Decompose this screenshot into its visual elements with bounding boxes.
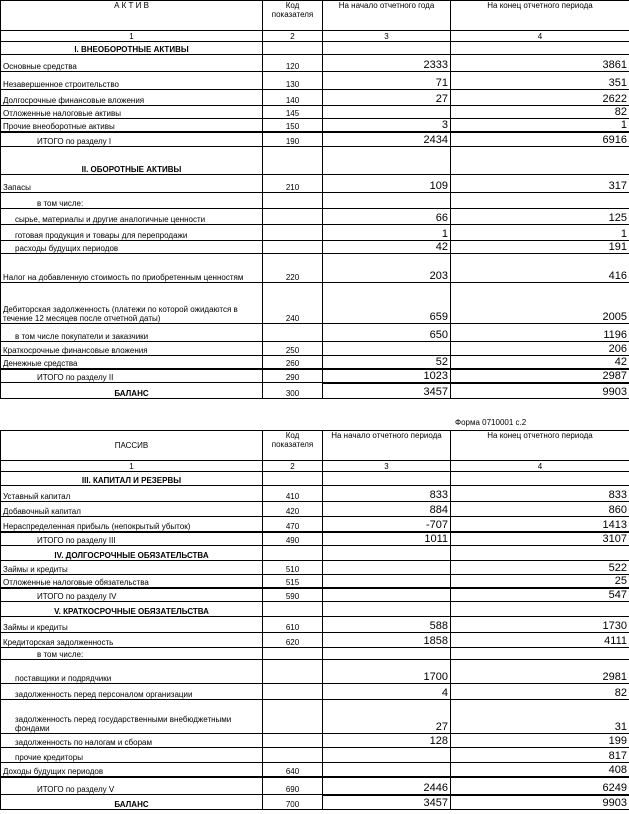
- col-start-header: На начало отчетного периода: [323, 431, 451, 461]
- col-start-header: На начало отчетного года: [323, 1, 451, 31]
- table-row: [1, 561, 629, 575]
- value-start: 2446: [323, 777, 451, 795]
- colnum-row: [1, 31, 629, 42]
- value-start: 42: [323, 240, 451, 253]
- row-code: 120: [263, 55, 323, 72]
- row-label: Займы и кредиты: [1, 561, 263, 575]
- value-start: [323, 546, 451, 561]
- row-code: 640: [263, 763, 323, 777]
- row-code: 410: [263, 486, 323, 502]
- row-code: [263, 546, 323, 561]
- row-label: задолженность по налогам и сборам: [1, 734, 263, 748]
- value-end: 2005: [451, 282, 629, 323]
- row-label: прочие кредиторы: [1, 748, 263, 763]
- value-start: 2333: [323, 55, 451, 72]
- table-row: [1, 282, 629, 323]
- value-start: [323, 575, 451, 589]
- value-end: [451, 192, 629, 208]
- table-row: [1, 763, 629, 777]
- row-label: Добавочный капитал: [1, 502, 263, 517]
- value-start: 27: [323, 700, 451, 734]
- value-end: 199: [451, 734, 629, 748]
- value-start: 1858: [323, 633, 451, 648]
- row-code: 130: [263, 72, 323, 90]
- row-label: Незавершенное строительство: [1, 72, 263, 90]
- value-end: 31: [451, 700, 629, 734]
- colnum: 2: [263, 461, 323, 472]
- value-start: 52: [323, 355, 451, 369]
- row-label: III. КАПИТАЛ И РЕЗЕРВЫ: [1, 472, 263, 486]
- table-row: [1, 648, 629, 660]
- row-code: [263, 684, 323, 700]
- table-row: [1, 341, 629, 355]
- value-start: 1700: [323, 660, 451, 684]
- row-code: 470: [263, 517, 323, 532]
- value-end: [451, 648, 629, 660]
- value-start: -707: [323, 517, 451, 532]
- header-row: [1, 1, 629, 31]
- section-row: [1, 602, 629, 617]
- row-label: Дебиторская задолженность (платежи по которой ожидаются в течение 12 месяцев после отчетной даты): [1, 282, 263, 323]
- row-label: задолженность перед персоналом организации: [1, 684, 263, 700]
- value-end: 416: [451, 253, 629, 282]
- row-label: Краткосрочные финансовые вложения: [1, 341, 263, 355]
- row-label: V. КРАТКОСРОЧНЫЕ ОБЯЗАТЕЛЬСТВА: [1, 602, 263, 617]
- form-label: Форма 0710001 с.2: [455, 418, 527, 427]
- row-label: Прочие внеоборотные активы: [1, 119, 263, 133]
- value-start: [323, 146, 451, 174]
- table-row: [1, 575, 629, 589]
- row-label: в том числе:: [1, 192, 263, 208]
- col-end-header: На конец отчетного периода: [451, 1, 629, 31]
- value-start: 71: [323, 72, 451, 90]
- value-end: 408: [451, 763, 629, 777]
- liability-table: [0, 430, 629, 810]
- table-row: [1, 253, 629, 282]
- section-row: [1, 42, 629, 55]
- row-code: 690: [263, 777, 323, 795]
- value-start: [323, 341, 451, 355]
- value-start: 3457: [323, 383, 451, 399]
- table-row: [1, 208, 629, 224]
- asset-table: [0, 0, 629, 399]
- value-end: 42: [451, 355, 629, 369]
- table-row: [1, 486, 629, 502]
- colnum: 1: [1, 461, 263, 472]
- table-row: [1, 517, 629, 532]
- value-end: 860: [451, 502, 629, 517]
- table-row: [1, 684, 629, 700]
- row-code: [263, 323, 323, 341]
- value-start: 4: [323, 684, 451, 700]
- row-label: Налог на добавленную стоимость по приобретенным ценностям: [1, 253, 263, 282]
- row-code: [263, 472, 323, 486]
- section-row: [1, 472, 629, 486]
- row-label: ИТОГО по разделу I: [1, 132, 263, 146]
- value-end: 206: [451, 341, 629, 355]
- row-label: в том числе покупатели и заказчики: [1, 323, 263, 341]
- row-code: 190: [263, 132, 323, 146]
- table-row: [1, 748, 629, 763]
- row-code: 700: [263, 795, 323, 810]
- row-code: 510: [263, 561, 323, 575]
- colnum: 1: [1, 31, 263, 42]
- value-start: [323, 748, 451, 763]
- section-row: [1, 546, 629, 561]
- row-label: БАЛАНС: [1, 795, 263, 810]
- table-row: [1, 240, 629, 253]
- row-label: поставщики и подрядчики: [1, 660, 263, 684]
- value-end: [451, 602, 629, 617]
- row-label: Отложенные налоговые активы: [1, 106, 263, 119]
- row-code: [263, 42, 323, 55]
- total-row: [1, 132, 629, 146]
- row-label: Займы и кредиты: [1, 617, 263, 633]
- liability-body: [1, 431, 629, 810]
- section-row: [1, 146, 629, 174]
- value-end: 2987: [451, 369, 629, 383]
- value-end: 82: [451, 684, 629, 700]
- value-end: 2622: [451, 90, 629, 106]
- value-start: 203: [323, 253, 451, 282]
- value-start: 66: [323, 208, 451, 224]
- row-code: 220: [263, 253, 323, 282]
- row-label: ИТОГО по разделу V: [1, 777, 263, 795]
- value-end: 6916: [451, 132, 629, 146]
- value-end: 25: [451, 575, 629, 589]
- row-code: 610: [263, 617, 323, 633]
- value-start: [323, 561, 451, 575]
- row-label: Запасы: [1, 174, 263, 192]
- row-label: ИТОГО по разделу IV: [1, 588, 263, 602]
- value-start: [323, 763, 451, 777]
- value-start: [323, 602, 451, 617]
- value-start: 128: [323, 734, 451, 748]
- row-label: Кредиторская задолженность: [1, 633, 263, 648]
- colnum: 4: [451, 31, 629, 42]
- value-end: 547: [451, 588, 629, 602]
- row-code: 260: [263, 355, 323, 369]
- row-code: [263, 648, 323, 660]
- row-label: I. ВНЕОБОРОТНЫЕ АКТИВЫ: [1, 42, 263, 55]
- row-code: 515: [263, 575, 323, 589]
- row-code: 150: [263, 119, 323, 133]
- header-row: [1, 431, 629, 461]
- row-label: сырье, материалы и другие аналогичные ценности: [1, 208, 263, 224]
- table-row: [1, 502, 629, 517]
- colnum: 3: [323, 461, 451, 472]
- total-row: [1, 369, 629, 383]
- value-end: 3107: [451, 532, 629, 546]
- row-label: Долгосрочные финансовые вложения: [1, 90, 263, 106]
- value-start: 1011: [323, 532, 451, 546]
- value-start: 3457: [323, 795, 451, 810]
- colnum: 3: [323, 31, 451, 42]
- value-end: 82: [451, 106, 629, 119]
- row-label: Доходы будущих периодов: [1, 763, 263, 777]
- col-name-header: А К Т И В: [1, 1, 263, 31]
- table-row: [1, 355, 629, 369]
- value-start: 833: [323, 486, 451, 502]
- value-end: 125: [451, 208, 629, 224]
- value-end: 3861: [451, 55, 629, 72]
- row-label: в том числе:: [1, 648, 263, 660]
- row-code: 145: [263, 106, 323, 119]
- value-end: 1730: [451, 617, 629, 633]
- row-code: 140: [263, 90, 323, 106]
- col-code-header: Код показателя: [263, 1, 323, 31]
- row-code: 210: [263, 174, 323, 192]
- value-end: 9903: [451, 795, 629, 810]
- row-code: 290: [263, 369, 323, 383]
- table-row: [1, 660, 629, 684]
- total-row: [1, 588, 629, 602]
- row-code: 620: [263, 633, 323, 648]
- value-end: [451, 42, 629, 55]
- colnum-row: [1, 461, 629, 472]
- row-code: [263, 660, 323, 684]
- value-end: 522: [451, 561, 629, 575]
- table-row: [1, 633, 629, 648]
- table-row: [1, 617, 629, 633]
- value-end: 1: [451, 119, 629, 133]
- value-start: 659: [323, 282, 451, 323]
- value-start: [323, 472, 451, 486]
- table-row: [1, 90, 629, 106]
- row-label: Основные средства: [1, 55, 263, 72]
- table-row: [1, 700, 629, 734]
- value-end: [451, 146, 629, 174]
- table-row: [1, 174, 629, 192]
- value-end: 317: [451, 174, 629, 192]
- colnum: 2: [263, 31, 323, 42]
- value-start: 3: [323, 119, 451, 133]
- balance-row: [1, 795, 629, 810]
- row-label: Нераспределенная прибыль (непокрытый убыток): [1, 517, 263, 532]
- value-end: [451, 546, 629, 561]
- value-start: 2434: [323, 132, 451, 146]
- value-end: 6249: [451, 777, 629, 795]
- value-end: 191: [451, 240, 629, 253]
- col-name-header: ПАССИВ: [1, 431, 263, 461]
- row-label: задолженность перед государственными внебюджетными фондами: [1, 700, 263, 734]
- value-end: 351: [451, 72, 629, 90]
- col-end-header: На конец отчетного периода: [451, 431, 629, 461]
- value-start: 1023: [323, 369, 451, 383]
- table-row: [1, 224, 629, 240]
- value-start: [323, 42, 451, 55]
- value-start: 1: [323, 224, 451, 240]
- table-row: [1, 192, 629, 208]
- row-label: Уставный капитал: [1, 486, 263, 502]
- value-start: [323, 588, 451, 602]
- table-row: [1, 106, 629, 119]
- value-end: 833: [451, 486, 629, 502]
- value-end: 4111: [451, 633, 629, 648]
- value-end: 2981: [451, 660, 629, 684]
- row-code: [263, 240, 323, 253]
- row-code: 590: [263, 588, 323, 602]
- table-row: [1, 72, 629, 90]
- row-label: ИТОГО по разделу III: [1, 532, 263, 546]
- value-start: 109: [323, 174, 451, 192]
- row-code: [263, 734, 323, 748]
- value-start: 27: [323, 90, 451, 106]
- row-label: Отложенные налоговые обязательства: [1, 575, 263, 589]
- table-row: [1, 734, 629, 748]
- row-label: готовая продукция и товары для перепродажи: [1, 224, 263, 240]
- row-code: 420: [263, 502, 323, 517]
- value-start: 588: [323, 617, 451, 633]
- row-label: IV. ДОЛГОСРОЧНЫЕ ОБЯЗАТЕЛЬСТВА: [1, 546, 263, 561]
- row-code: [263, 602, 323, 617]
- row-label: II. ОБОРОТНЫЕ АКТИВЫ: [1, 146, 263, 174]
- total-row: [1, 777, 629, 795]
- table-row: [1, 323, 629, 341]
- row-code: 300: [263, 383, 323, 399]
- value-start: [323, 648, 451, 660]
- value-end: 817: [451, 748, 629, 763]
- col-code-header: Код показателя: [263, 431, 323, 461]
- row-code: [263, 700, 323, 734]
- value-start: 650: [323, 323, 451, 341]
- row-code: [263, 748, 323, 763]
- table-row: [1, 119, 629, 133]
- row-label: Денежные средства: [1, 355, 263, 369]
- row-label: расходы будущих периодов: [1, 240, 263, 253]
- row-label: БАЛАНС: [1, 383, 263, 399]
- row-label: ИТОГО по разделу II: [1, 369, 263, 383]
- colnum: 4: [451, 461, 629, 472]
- table-row: [1, 55, 629, 72]
- row-code: 250: [263, 341, 323, 355]
- value-start: [323, 192, 451, 208]
- value-end: 9903: [451, 383, 629, 399]
- row-code: 240: [263, 282, 323, 323]
- row-code: [263, 224, 323, 240]
- total-row: [1, 532, 629, 546]
- row-code: [263, 208, 323, 224]
- value-end: 1: [451, 224, 629, 240]
- row-code: [263, 146, 323, 174]
- row-code: 490: [263, 532, 323, 546]
- balance-row: [1, 383, 629, 399]
- value-end: 1413: [451, 517, 629, 532]
- value-end: [451, 472, 629, 486]
- asset-body: [1, 1, 629, 399]
- row-code: [263, 192, 323, 208]
- value-start: [323, 106, 451, 119]
- value-end: 1196: [451, 323, 629, 341]
- value-start: 884: [323, 502, 451, 517]
